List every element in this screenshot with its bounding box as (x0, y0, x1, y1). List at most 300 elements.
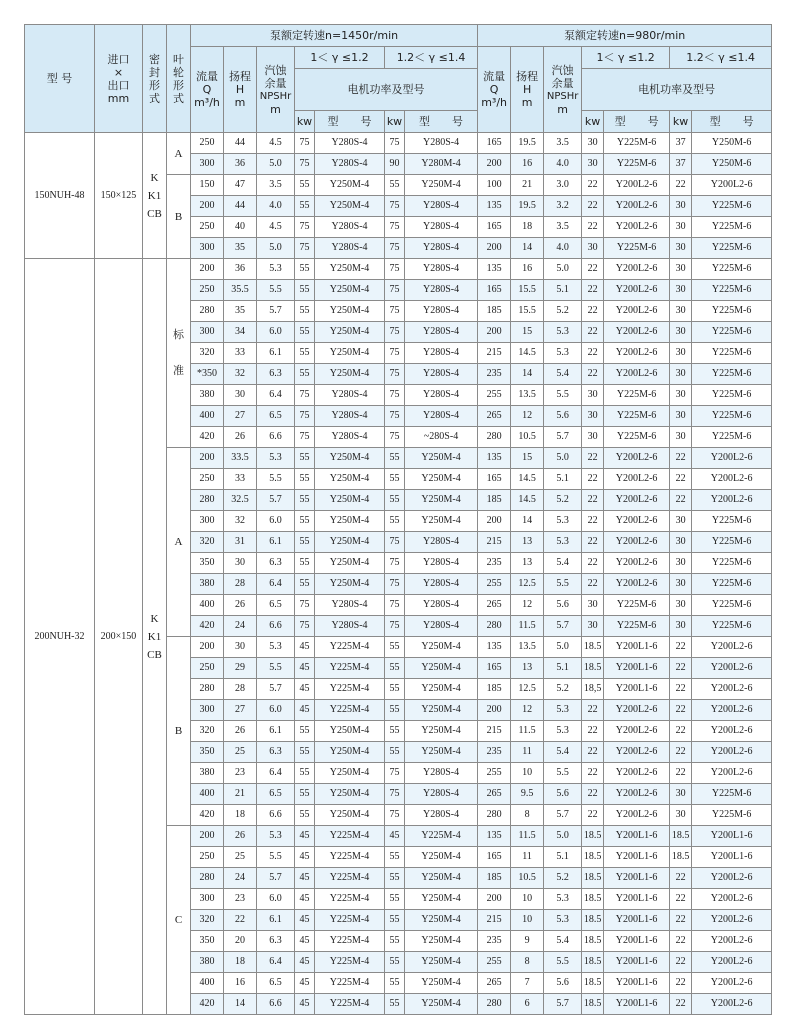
table-cell: 40 (224, 217, 257, 238)
table-cell: 75 (385, 532, 405, 553)
table-cell: Y225M-6 (692, 343, 772, 364)
table-cell: 33 (224, 343, 257, 364)
table-cell: 200 (478, 238, 511, 259)
table-cell: 320 (191, 343, 224, 364)
table-cell: 420 (191, 994, 224, 1015)
table-cell: 55 (295, 532, 315, 553)
table-cell: 7 (511, 973, 544, 994)
table-cell: 45 (295, 637, 315, 658)
seal-type-label: K1 (147, 630, 162, 643)
table-cell: 6.6 (257, 427, 295, 448)
table-cell: 150 (191, 175, 224, 196)
table-cell: 75 (295, 406, 315, 427)
table-cell: Y200L2-6 (604, 742, 670, 763)
table-cell: 420 (191, 805, 224, 826)
table-cell: Y250M-6 (692, 154, 772, 175)
header-impeller-type: 叶 轮 形 式 (167, 25, 191, 133)
table-cell: 55 (295, 175, 315, 196)
table-cell: 55 (385, 742, 405, 763)
table-cell: 30 (670, 385, 692, 406)
table-cell: Y200L2-6 (604, 721, 670, 742)
table-cell: 10.5 (511, 868, 544, 889)
table-cell: 3.0 (544, 175, 582, 196)
table-cell: 45 (295, 889, 315, 910)
table-cell: Y250M-4 (315, 469, 385, 490)
table-cell: 22 (670, 931, 692, 952)
table-cell: 30 (224, 385, 257, 406)
table-cell: 55 (385, 175, 405, 196)
table-cell: 18,5 (582, 679, 604, 700)
table-cell: 18.5 (582, 910, 604, 931)
table-cell: Y250M-4 (315, 196, 385, 217)
table-cell: 35 (224, 301, 257, 322)
table-cell: Y225M-6 (692, 301, 772, 322)
table-cell: 22 (670, 469, 692, 490)
table-cell: 55 (385, 847, 405, 868)
table-cell: 15 (511, 322, 544, 343)
table-cell: 55 (385, 637, 405, 658)
table-cell: 22 (670, 448, 692, 469)
table-cell: Y225M-4 (315, 679, 385, 700)
table-cell: 200 (478, 511, 511, 532)
table-cell: 5.2 (544, 868, 582, 889)
header-flow-1450: 流量 Q m³/h (191, 47, 224, 133)
table-cell: 4.5 (257, 133, 295, 154)
table-cell: 300 (191, 889, 224, 910)
table-cell: Y225M-6 (692, 196, 772, 217)
table-cell: 5.0 (257, 154, 295, 175)
table-cell: 280 (191, 868, 224, 889)
table-cell: 18.5 (670, 826, 692, 847)
table-cell: 5.7 (544, 994, 582, 1015)
table-cell: 380 (191, 574, 224, 595)
table-cell: 200 (478, 154, 511, 175)
table-cell: 30 (670, 784, 692, 805)
table-cell: Y225M-6 (604, 238, 670, 259)
table-cell: 5.3 (544, 343, 582, 364)
table-cell: 45 (295, 994, 315, 1015)
table-cell: Y225M-4 (315, 910, 385, 931)
table-cell: *350 (191, 364, 224, 385)
table-cell: Y225M-4 (315, 637, 385, 658)
table-cell: Y200L1-6 (604, 826, 670, 847)
table-cell: Y280S-4 (405, 784, 478, 805)
table-cell: 6.5 (257, 595, 295, 616)
table-cell: Y225M-6 (692, 280, 772, 301)
table-cell: 165 (478, 469, 511, 490)
table-cell: 75 (385, 238, 405, 259)
table-cell: Y225M-6 (692, 805, 772, 826)
table-cell: 200 (191, 259, 224, 280)
table-cell: Y225M-6 (692, 259, 772, 280)
table-cell: 55 (295, 490, 315, 511)
table-cell: 10 (511, 910, 544, 931)
table-cell: 30 (670, 532, 692, 553)
table-cell: 26 (224, 721, 257, 742)
table-cell: Y280S-4 (315, 406, 385, 427)
table-cell: Y200L2-6 (604, 574, 670, 595)
table-cell: 5.5 (257, 280, 295, 301)
table-cell: 400 (191, 784, 224, 805)
table-row (25, 133, 772, 154)
table-cell: Y225M-4 (315, 931, 385, 952)
table-cell: Y280S-4 (405, 301, 478, 322)
table-cell: 30 (670, 427, 692, 448)
table-cell: 13 (511, 553, 544, 574)
table-cell: 22 (582, 175, 604, 196)
table-cell: Y280S-4 (405, 595, 478, 616)
table-cell: 11 (511, 742, 544, 763)
table-cell: 75 (295, 616, 315, 637)
table-cell: 19.5 (511, 133, 544, 154)
table-cell: 15 (511, 448, 544, 469)
table-cell: Y200L2-6 (692, 721, 772, 742)
impeller-cell (167, 259, 191, 448)
table-cell: 12.5 (511, 574, 544, 595)
table-cell: 22 (582, 196, 604, 217)
table-cell: 11.5 (511, 616, 544, 637)
table-cell: 30 (670, 238, 692, 259)
table-cell: 75 (385, 133, 405, 154)
table-cell: 6.1 (257, 721, 295, 742)
table-cell: 5.1 (544, 658, 582, 679)
impeller-label: B (174, 210, 183, 223)
table-cell: 420 (191, 616, 224, 637)
table-cell: 250 (191, 133, 224, 154)
table-cell: Y200L2-6 (604, 700, 670, 721)
table-cell: Y250M-4 (405, 721, 478, 742)
table-cell: 6.1 (257, 343, 295, 364)
table-cell: Y200L2-6 (604, 343, 670, 364)
header-motor-type: 型 号 (405, 111, 478, 133)
table-cell: 200 (191, 448, 224, 469)
table-cell: Y250M-4 (405, 490, 478, 511)
table-cell: Y250M-6 (692, 133, 772, 154)
table-cell: 14.5 (511, 490, 544, 511)
table-cell: Y250M-4 (315, 721, 385, 742)
table-cell: 250 (191, 847, 224, 868)
table-cell: Y225M-6 (692, 616, 772, 637)
table-cell: Y225M-6 (692, 427, 772, 448)
table-cell: 165 (478, 133, 511, 154)
table-cell: 5.5 (544, 952, 582, 973)
table-cell: 55 (295, 574, 315, 595)
table-cell: 18.5 (582, 889, 604, 910)
table-cell: 75 (295, 238, 315, 259)
table-cell: 32 (224, 364, 257, 385)
table-cell: 30 (670, 280, 692, 301)
table-cell: 280 (478, 805, 511, 826)
table-cell: 45 (295, 931, 315, 952)
table-cell: 280 (478, 616, 511, 637)
impeller-label: A (174, 536, 183, 548)
table-cell: 5.0 (544, 637, 582, 658)
table-cell: 265 (478, 973, 511, 994)
table-cell: 5.7 (544, 616, 582, 637)
table-cell: Y250M-4 (315, 322, 385, 343)
table-cell: 55 (295, 553, 315, 574)
table-cell: 5.0 (544, 448, 582, 469)
table-cell: Y280S-4 (315, 238, 385, 259)
table-cell: 22 (582, 805, 604, 826)
table-cell: Y200L2-6 (604, 784, 670, 805)
table-cell: 6.1 (257, 910, 295, 931)
table-cell: Y200L1-6 (604, 847, 670, 868)
table-cell: Y200L2-6 (692, 490, 772, 511)
seal-type-label: CB (147, 207, 162, 220)
table-cell: 27 (224, 700, 257, 721)
table-cell: 5.7 (257, 301, 295, 322)
table-cell: 22 (670, 658, 692, 679)
table-cell: 255 (478, 385, 511, 406)
table-cell: 18.5 (582, 637, 604, 658)
table-cell: 320 (191, 532, 224, 553)
pump-performance-table (24, 24, 772, 1015)
table-cell: 135 (478, 826, 511, 847)
header-motor-type: 型 号 (315, 111, 385, 133)
table-cell: Y250M-4 (405, 448, 478, 469)
table-cell: 18.5 (582, 931, 604, 952)
table-cell: Y225M-6 (692, 406, 772, 427)
table-cell: 55 (385, 511, 405, 532)
table-cell: Y225M-4 (315, 868, 385, 889)
table-cell: 55 (385, 721, 405, 742)
table-cell: 300 (191, 238, 224, 259)
table-cell: Y200L2-6 (604, 259, 670, 280)
table-cell: Y250M-4 (405, 952, 478, 973)
table-cell: Y225M-4 (315, 973, 385, 994)
table-cell: 27 (224, 406, 257, 427)
table-cell: Y225M-6 (692, 532, 772, 553)
table-cell: 14 (224, 994, 257, 1015)
table-cell: Y250M-4 (405, 469, 478, 490)
table-cell: 30 (670, 616, 692, 637)
table-cell: Y200L2-6 (692, 742, 772, 763)
table-cell: 22 (582, 301, 604, 322)
table-cell: 55 (385, 700, 405, 721)
table-cell: 44 (224, 196, 257, 217)
table-cell: 21 (511, 175, 544, 196)
table-cell: 250 (191, 469, 224, 490)
table-cell: Y225M-6 (604, 406, 670, 427)
table-cell: ~280S-4 (405, 427, 478, 448)
table-cell: 5.3 (544, 700, 582, 721)
table-cell: Y225M-6 (692, 511, 772, 532)
table-cell: 5.7 (544, 427, 582, 448)
table-cell: 5.3 (544, 322, 582, 343)
table-cell: 350 (191, 553, 224, 574)
table-cell: Y200L2-6 (692, 700, 772, 721)
table-cell: 215 (478, 532, 511, 553)
table-cell: Y200L2-6 (604, 301, 670, 322)
table-cell: Y200L1-6 (604, 889, 670, 910)
table-cell: 55 (295, 301, 315, 322)
table-cell: 45 (295, 910, 315, 931)
table-cell: 255 (478, 952, 511, 973)
table-cell: 4.5 (257, 217, 295, 238)
table-cell: 185 (478, 301, 511, 322)
table-cell: 22 (670, 175, 692, 196)
table-cell: 30 (670, 301, 692, 322)
table-cell: Y200L2-6 (692, 448, 772, 469)
table-cell: 5.4 (544, 931, 582, 952)
table-cell: 300 (191, 154, 224, 175)
table-cell: Y200L2-6 (692, 931, 772, 952)
table-cell: Y200L2-6 (604, 175, 670, 196)
table-cell: 5.5 (544, 574, 582, 595)
table-cell: Y280S-4 (405, 616, 478, 637)
table-cell: 400 (191, 973, 224, 994)
table-cell: 6.0 (257, 511, 295, 532)
table-cell: Y225M-4 (405, 826, 478, 847)
table-cell: Y225M-4 (315, 826, 385, 847)
table-cell: 5.7 (544, 805, 582, 826)
table-cell: 5.1 (544, 847, 582, 868)
table-cell: 36 (224, 154, 257, 175)
table-cell: 13 (511, 532, 544, 553)
impeller-cell (167, 637, 191, 826)
table-cell: 24 (224, 616, 257, 637)
table-cell: 55 (295, 469, 315, 490)
table-cell: 30 (670, 217, 692, 238)
size-cell: 200×150 (95, 259, 143, 1015)
table-cell: 5.7 (257, 490, 295, 511)
table-cell: 14 (511, 238, 544, 259)
header-gamma1-1450: 1＜ γ ≤1.2 (295, 47, 385, 69)
table-cell: 26 (224, 826, 257, 847)
table-cell: 320 (191, 910, 224, 931)
table-cell: 55 (295, 805, 315, 826)
table-cell: 10 (511, 763, 544, 784)
table-cell: 22 (670, 637, 692, 658)
table-cell: Y280S-4 (315, 427, 385, 448)
table-cell: 30 (582, 238, 604, 259)
table-cell: Y200L2-6 (604, 364, 670, 385)
table-cell: Y225M-6 (604, 154, 670, 175)
pump-performance-table-container (24, 24, 771, 1015)
table-cell: Y280S-4 (315, 385, 385, 406)
header-motor-1450: 电机功率及型号 (295, 69, 478, 111)
table-cell: Y250M-4 (405, 679, 478, 700)
table-cell: 6.4 (257, 952, 295, 973)
table-cell: 30 (670, 322, 692, 343)
table-cell: 55 (385, 658, 405, 679)
table-cell: 265 (478, 784, 511, 805)
table-cell: 44 (224, 133, 257, 154)
table-cell: Y250M-4 (315, 448, 385, 469)
table-cell: 320 (191, 721, 224, 742)
table-cell: Y280S-4 (405, 532, 478, 553)
table-cell: 255 (478, 763, 511, 784)
table-cell: 30 (670, 574, 692, 595)
table-cell: 280 (191, 490, 224, 511)
table-cell: Y225M-6 (604, 595, 670, 616)
table-cell: 280 (191, 301, 224, 322)
table-cell: 55 (295, 511, 315, 532)
table-cell: 55 (385, 994, 405, 1015)
table-cell: Y200L2-6 (692, 469, 772, 490)
table-cell: 55 (295, 322, 315, 343)
table-cell: Y200L1-6 (604, 931, 670, 952)
table-cell: 75 (295, 595, 315, 616)
table-cell: Y200L1-6 (604, 637, 670, 658)
header-npsh-1450: 汽蚀 余量 NPSHr m (257, 47, 295, 133)
table-cell: Y250M-4 (405, 700, 478, 721)
table-cell: 75 (385, 196, 405, 217)
table-cell: 22 (670, 889, 692, 910)
header-kw: kw (295, 111, 315, 133)
table-cell: Y200L2-6 (692, 994, 772, 1015)
table-cell: 5.3 (544, 532, 582, 553)
table-cell: 75 (385, 574, 405, 595)
table-cell: Y250M-4 (315, 280, 385, 301)
size-cell: 150×125 (95, 133, 143, 259)
table-cell: 215 (478, 910, 511, 931)
table-cell: 75 (385, 301, 405, 322)
table-cell: Y200L2-6 (692, 889, 772, 910)
table-cell: 45 (295, 658, 315, 679)
table-cell: Y225M-6 (604, 616, 670, 637)
table-cell: 200 (478, 322, 511, 343)
table-cell: Y280S-4 (315, 616, 385, 637)
table-cell: 22 (582, 532, 604, 553)
table-cell: 12.5 (511, 679, 544, 700)
impeller-label: B (174, 725, 183, 737)
table-cell: 10 (511, 889, 544, 910)
table-cell: 3.5 (544, 217, 582, 238)
impeller-label: A (174, 147, 183, 160)
table-cell: Y250M-4 (315, 574, 385, 595)
table-cell: 4.0 (544, 154, 582, 175)
table-cell: 280 (478, 994, 511, 1015)
table-cell: 28 (224, 679, 257, 700)
table-cell: Y250M-4 (315, 784, 385, 805)
impeller-cell (167, 175, 191, 259)
table-cell: 75 (385, 784, 405, 805)
table-cell: 22 (582, 784, 604, 805)
table-cell: 6.0 (257, 700, 295, 721)
table-cell: Y225M-4 (315, 994, 385, 1015)
table-cell: Y225M-6 (692, 784, 772, 805)
table-cell: 19.5 (511, 196, 544, 217)
table-cell: Y280S-4 (405, 217, 478, 238)
table-cell: 5.2 (544, 301, 582, 322)
model-cell: 200NUH-32 (25, 259, 95, 1015)
table-cell: 6.3 (257, 931, 295, 952)
table-cell: 5.7 (257, 868, 295, 889)
table-cell: Y225M-6 (692, 238, 772, 259)
table-cell: 400 (191, 595, 224, 616)
table-cell: Y200L2-6 (604, 553, 670, 574)
table-cell: 29 (224, 658, 257, 679)
table-cell: 55 (385, 973, 405, 994)
table-cell: Y200L1-6 (604, 679, 670, 700)
table-cell: 5.3 (544, 721, 582, 742)
table-cell: 45 (295, 973, 315, 994)
header-gamma2-1450: 1.2＜ γ ≤1.4 (385, 47, 478, 69)
table-cell: 13.5 (511, 637, 544, 658)
table-cell: 22 (670, 952, 692, 973)
table-cell: Y250M-4 (315, 259, 385, 280)
table-cell: Y250M-4 (405, 742, 478, 763)
table-cell: 135 (478, 196, 511, 217)
table-cell: 30 (582, 385, 604, 406)
table-cell: 22 (670, 973, 692, 994)
table-cell: Y280S-4 (405, 406, 478, 427)
table-cell: 4.0 (257, 196, 295, 217)
table-cell: Y200L2-6 (604, 217, 670, 238)
header-kw: kw (385, 111, 405, 133)
